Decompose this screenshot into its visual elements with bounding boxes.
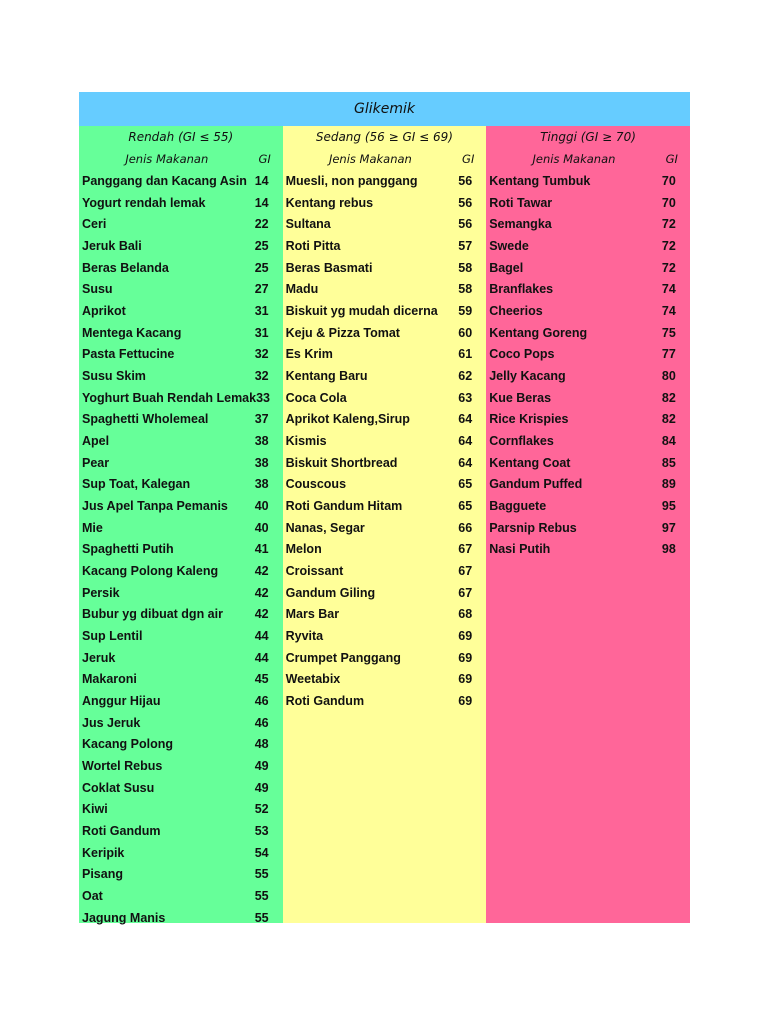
gi-value: 69 <box>458 628 473 643</box>
gi-value: 44 <box>254 628 269 643</box>
food-name: Sultana <box>285 217 331 232</box>
gi-value: 97 <box>661 520 676 535</box>
table-row <box>79 668 283 690</box>
food-name: Ceri <box>82 217 107 232</box>
food-name: Kacang Polong <box>82 737 173 752</box>
food-name: Madu <box>285 282 319 297</box>
food-name: Weetabix <box>285 672 341 687</box>
food-name: Biskuit Shortbread <box>285 455 398 470</box>
gi-value: 67 <box>458 542 473 557</box>
food-name: Jagung Manis <box>82 910 166 925</box>
food-name: Wortel Rebus <box>82 758 163 773</box>
food-name: Branflakes <box>489 282 554 297</box>
gi-value: 56 <box>458 173 473 188</box>
food-name: Susu <box>82 282 113 297</box>
food-name: Jelly Kacang <box>489 368 566 383</box>
table-row <box>79 213 283 235</box>
table-row <box>79 538 283 560</box>
food-name: Rice Krispies <box>489 412 569 427</box>
gi-value: 60 <box>458 325 473 340</box>
food-name: Mars Bar <box>285 607 340 622</box>
table-row <box>79 343 283 365</box>
table-row <box>79 798 283 820</box>
gi-value: 32 <box>254 368 269 383</box>
food-name: Biskuit yg mudah dicerna <box>285 303 438 318</box>
table-row <box>79 517 283 539</box>
food-name: Es Krim <box>285 347 333 362</box>
sub-header-high <box>486 148 690 170</box>
gi-value: 25 <box>254 238 269 253</box>
table-row <box>79 712 283 734</box>
food-name: Nanas, Segar <box>285 520 365 535</box>
table-row <box>79 755 283 777</box>
gi-value: 53 <box>254 823 269 838</box>
food-name: Kentang Baru <box>285 368 368 383</box>
gi-value: 64 <box>458 433 473 448</box>
table-row <box>283 322 487 344</box>
table-row <box>283 235 487 257</box>
table-row <box>486 387 690 409</box>
table-row <box>283 668 487 690</box>
food-name: Kiwi <box>82 802 108 817</box>
gi-value: 62 <box>458 368 473 383</box>
table-row <box>79 690 283 712</box>
food-name: Melon <box>285 542 322 557</box>
table-row <box>283 603 487 625</box>
food-name: Kacang Polong Kaleng <box>82 563 219 578</box>
rows-low <box>79 170 283 929</box>
table-row <box>486 517 690 539</box>
table-row <box>283 257 487 279</box>
table-row <box>79 170 283 192</box>
table-row <box>283 582 487 604</box>
gi-value: 82 <box>661 390 676 405</box>
food-name: Yoghurt Buah Rendah Lemak <box>82 390 257 405</box>
table-row <box>79 322 283 344</box>
food-name: Parsnip Rebus <box>489 520 577 535</box>
gi-value: 31 <box>254 325 269 340</box>
gi-value: 38 <box>254 433 269 448</box>
gi-value: 56 <box>458 217 473 232</box>
food-name: Apel <box>82 433 110 448</box>
table-row <box>79 495 283 517</box>
gi-value: 55 <box>254 889 269 903</box>
gi-value: 75 <box>661 325 676 340</box>
gi-value: 64 <box>458 455 473 470</box>
gi-value: 61 <box>458 347 473 362</box>
table-row <box>486 278 690 300</box>
table-row <box>79 820 283 842</box>
food-name: Kue Beras <box>489 390 552 405</box>
gi-label: GI <box>258 152 271 166</box>
food-name: Sup Lentil <box>82 628 143 643</box>
table-row <box>283 690 487 712</box>
food-name: Kentang Tumbuk <box>489 173 591 188</box>
gi-value: 58 <box>458 282 473 297</box>
gi-value: 38 <box>254 477 269 492</box>
table-row <box>79 625 283 647</box>
food-name: Jus Apel Tanpa Pemanis <box>82 498 228 513</box>
table-row <box>283 647 487 669</box>
gi-value: 80 <box>661 368 676 383</box>
food-name: Bagel <box>489 260 524 275</box>
food-name: Roti Gandum <box>285 693 365 708</box>
gi-value: 59 <box>458 303 473 318</box>
gi-value: 48 <box>254 737 269 752</box>
rows-medium <box>283 170 487 712</box>
table-row <box>79 235 283 257</box>
table-row <box>79 777 283 799</box>
table-row <box>79 560 283 582</box>
food-name: Kismis <box>285 433 327 448</box>
gi-value: 22 <box>254 217 269 232</box>
food-name: Keju & Pizza Tomat <box>285 325 400 340</box>
food-name: Roti Gandum Hitam <box>285 498 403 513</box>
gi-value: 42 <box>254 607 269 622</box>
food-name: Kentang Goreng <box>489 325 588 340</box>
gi-value: 38 <box>254 455 269 470</box>
gi-value: 27 <box>254 282 269 297</box>
table-row <box>283 365 487 387</box>
food-name: Beras Basmati <box>285 260 373 275</box>
gi-value: 72 <box>661 238 676 253</box>
gi-value: 40 <box>254 520 269 535</box>
food-name: Gandum Giling <box>285 585 376 600</box>
table-row <box>283 387 487 409</box>
table-row <box>283 343 487 365</box>
food-name: Pear <box>82 455 110 470</box>
gi-value: 95 <box>661 498 676 513</box>
table-row <box>486 235 690 257</box>
table-row <box>79 864 283 886</box>
table-row <box>79 365 283 387</box>
table-row <box>79 408 283 430</box>
gi-value: 67 <box>458 563 473 578</box>
table-row <box>486 213 690 235</box>
gi-value: 45 <box>254 672 269 687</box>
food-name: Semangka <box>489 217 552 232</box>
food-name: Mie <box>82 520 103 535</box>
table-row <box>486 408 690 430</box>
food-name: Jeruk <box>82 650 116 665</box>
gi-value: 74 <box>661 282 676 297</box>
gi-value: 46 <box>254 693 269 708</box>
gi-value: 37 <box>254 412 269 427</box>
table-row <box>283 430 487 452</box>
gi-value: 65 <box>458 498 473 513</box>
table-row <box>283 192 487 214</box>
gi-value: 72 <box>661 260 676 275</box>
table-row <box>79 885 283 907</box>
food-name: Cornflakes <box>489 433 554 448</box>
table-row <box>79 733 283 755</box>
table-row <box>283 408 487 430</box>
table-row <box>283 560 487 582</box>
gi-value: 55 <box>254 910 269 925</box>
table-row <box>283 538 487 560</box>
table-columns <box>79 126 690 923</box>
table-row <box>486 322 690 344</box>
gi-value: 70 <box>661 173 676 188</box>
gi-label: GI <box>665 152 678 166</box>
table-row <box>79 907 283 929</box>
column-low-gi <box>79 126 283 923</box>
food-type-label: Jenis Makanan <box>532 152 616 166</box>
food-name: Ryvita <box>285 628 324 643</box>
food-name: Roti Tawar <box>489 195 553 210</box>
table-row <box>79 582 283 604</box>
gi-value: 56 <box>458 195 473 210</box>
gi-value: 64 <box>458 412 473 427</box>
table-row <box>283 473 487 495</box>
gi-value: 14 <box>254 195 269 210</box>
food-name: Couscous <box>285 477 347 492</box>
food-name: Yogurt rendah lemak <box>82 195 206 210</box>
table-row <box>79 430 283 452</box>
gi-value: 40 <box>254 498 269 513</box>
table-row <box>486 300 690 322</box>
food-name: Susu Skim <box>82 368 146 383</box>
table-row <box>79 473 283 495</box>
gi-value: 69 <box>458 672 473 687</box>
food-name: Kentang rebus <box>285 195 374 210</box>
column-header-medium: Sedang (56 ≥ GI ≤ 69) <box>315 130 453 144</box>
column-header-high: Tinggi (GI ≥ 70) <box>540 130 636 144</box>
food-name: Persik <box>82 585 120 600</box>
food-name: Spaghetti Putih <box>82 542 174 557</box>
food-name: Nasi Putih <box>489 542 551 557</box>
food-name: Aprikot <box>82 303 126 318</box>
table-row <box>486 452 690 474</box>
table-row <box>283 278 487 300</box>
table-row <box>79 257 283 279</box>
gi-value: 82 <box>661 412 676 427</box>
column-high-gi <box>486 126 690 923</box>
food-name: Jus Jeruk <box>82 715 141 730</box>
food-type-label: Jenis Makanan <box>125 152 209 166</box>
food-name: Bagguete <box>489 498 547 513</box>
gi-value: 55 <box>254 867 269 882</box>
table-row <box>283 300 487 322</box>
sub-header-medium <box>283 148 487 170</box>
food-name: Pasta Fettucine <box>82 347 175 362</box>
table-row <box>283 452 487 474</box>
gi-value: 85 <box>661 455 676 470</box>
food-name: Coco Pops <box>489 347 555 362</box>
gi-value: 32 <box>254 347 269 362</box>
gi-value: 67 <box>458 585 473 600</box>
rows-high <box>486 170 690 560</box>
table-row <box>79 387 283 409</box>
table-row <box>283 625 487 647</box>
food-name: Croissant <box>285 563 344 578</box>
gi-value: 52 <box>254 802 269 817</box>
sub-header-low <box>79 148 283 170</box>
table-row <box>283 495 487 517</box>
table-row <box>79 647 283 669</box>
column-header-low: Rendah (GI ≤ 55) <box>128 130 234 144</box>
food-name: Crumpet Panggang <box>285 650 401 665</box>
food-name: Anggur Hijau <box>82 693 161 708</box>
table-row <box>486 343 690 365</box>
table-row <box>283 170 487 192</box>
table-row <box>283 517 487 539</box>
gi-value: 74 <box>661 303 676 318</box>
gi-label: GI <box>462 152 475 166</box>
gi-value: 57 <box>458 238 473 253</box>
gi-value: 46 <box>254 715 269 730</box>
table-row <box>486 495 690 517</box>
gi-value: 33 <box>256 390 270 405</box>
table-row <box>486 192 690 214</box>
gi-value: 63 <box>458 390 473 405</box>
food-name: Roti Gandum <box>82 823 161 838</box>
table-row <box>486 430 690 452</box>
gi-value: 58 <box>458 260 473 275</box>
table-row <box>79 842 283 864</box>
table-row <box>79 278 283 300</box>
food-name: Mentega Kacang <box>82 325 182 340</box>
gi-value: 72 <box>661 217 676 232</box>
gi-value: 44 <box>254 650 269 665</box>
food-name: Swede <box>489 238 529 253</box>
food-name: Sup Toat, Kalegan <box>82 477 191 492</box>
gi-value: 70 <box>661 195 676 210</box>
gi-value: 98 <box>661 542 676 557</box>
food-name: Jeruk Bali <box>82 238 142 253</box>
food-name: Bubur yg dibuat dgn air <box>82 607 223 622</box>
food-name: Makaroni <box>82 672 137 687</box>
table-row <box>486 257 690 279</box>
gi-value: 69 <box>458 693 473 708</box>
table-row <box>283 213 487 235</box>
table-row <box>79 603 283 625</box>
food-name: Spaghetti Wholemeal <box>82 412 209 427</box>
food-name: Pisang <box>82 867 123 882</box>
gi-value: 84 <box>661 433 676 448</box>
gi-value: 89 <box>661 477 676 492</box>
table-row <box>486 365 690 387</box>
table-row <box>486 538 690 560</box>
table-row <box>79 192 283 214</box>
food-name: Oat <box>82 889 103 903</box>
gi-value: 49 <box>254 758 269 773</box>
table-title: Glikemik <box>79 92 690 126</box>
food-name: Cheerios <box>489 303 543 318</box>
food-name: Muesli, non panggang <box>285 173 418 188</box>
food-name: Panggang dan Kacang Asin <box>82 173 247 188</box>
gi-value: 14 <box>254 173 269 188</box>
table-row <box>79 300 283 322</box>
gi-value: 65 <box>458 477 473 492</box>
food-name: Aprikot Kaleng,Sirup <box>285 412 410 427</box>
food-type-label: Jenis Makanan <box>328 152 412 166</box>
table-row <box>486 473 690 495</box>
food-name: Keripik <box>82 845 125 860</box>
gi-value: 42 <box>254 563 269 578</box>
gi-value: 49 <box>254 780 269 795</box>
food-name: Roti Pitta <box>285 238 341 253</box>
food-name: Coklat Susu <box>82 780 155 795</box>
column-medium-gi <box>283 126 487 923</box>
glycemic-table <box>79 92 690 923</box>
food-name: Gandum Puffed <box>489 477 583 492</box>
gi-value: 66 <box>458 520 473 535</box>
food-name: Kentang Coat <box>489 455 571 470</box>
gi-value: 68 <box>458 607 473 622</box>
food-name: Beras Belanda <box>82 260 169 275</box>
table-row <box>79 452 283 474</box>
gi-value: 42 <box>254 585 269 600</box>
table-row <box>486 170 690 192</box>
food-name: Coca Cola <box>285 390 347 405</box>
gi-value: 69 <box>458 650 473 665</box>
gi-value: 77 <box>661 347 676 362</box>
gi-value: 41 <box>254 542 269 557</box>
gi-value: 31 <box>254 303 269 318</box>
gi-value: 54 <box>254 845 269 860</box>
gi-value: 25 <box>254 260 269 275</box>
